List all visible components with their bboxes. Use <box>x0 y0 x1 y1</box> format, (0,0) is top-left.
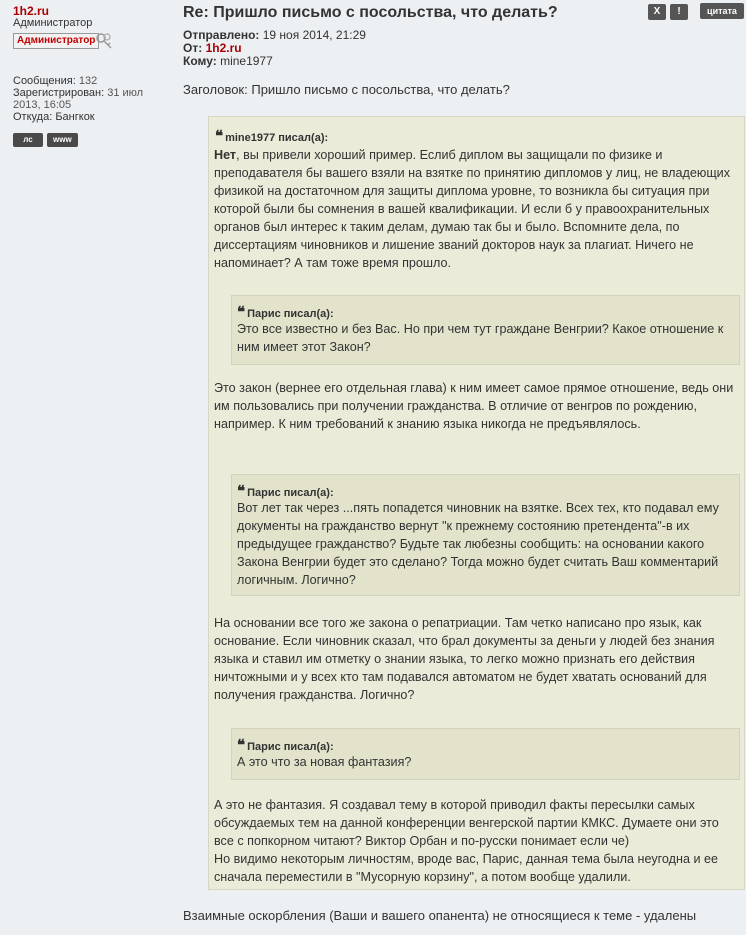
registered-date: 31 июл <box>107 87 144 99</box>
from-user-link[interactable]: 1h2.ru <box>205 41 242 55</box>
sent-date: 19 ноя 2014, 21:29 <box>262 28 366 42</box>
inner-quote-text: А это что за новая фантазия? <box>237 755 412 769</box>
outer-quote-header <box>215 127 328 145</box>
outer-quote-text <box>214 146 738 272</box>
inner-quote-author: Парис писал(а): <box>247 741 334 753</box>
post-actions <box>644 1 744 20</box>
quote-button[interactable]: цитата <box>700 3 744 19</box>
post-meta <box>183 29 366 68</box>
paragraph-3: А это не фантазия. Я создавал тему в которой приводил факты пересылки самых обсуждаемых тем на данной конференции венгерской партии КМКС. Думаете они это все с попкорном читают? Виктор Орбан и по-русски понимает если че) Но видимо некоторым личностям, вроде вас, Парис, данная тема была неугодна и ее сначала переместили в "Мусорную корзину", а потом вообще удалили. <box>214 798 719 884</box>
from-label: От: <box>183 41 203 55</box>
post-author-sidebar <box>0 0 172 935</box>
outer-quote-body: , вы привели хороший пример. Еслиб диплом вы защищали по физике и преподавателя бы вашего взяли на взятке по принятию дипломов у лиц, не владеющих физикой на достаточном для защиты диплома уровне, то возникла бы ситуация при которой были бы сомнения в вашей квалификации. И если б у правоохранительных органов был интерес к таким делам, думаю так бы и было. Вспомните дела, по диссертациям чиновников и лишение званий докторов наук за плагиат. Ничего не напоминает? А там тоже время прошло. <box>214 148 731 270</box>
quote-mark-icon: ❝ <box>237 303 244 321</box>
paragraph-1: Это закон (вернее его отдельная глава) к ним имеет самое прямое отношение, ведь они им пользовались при получении гражданства. В отличие от венгров по рождению, например. К ним требований к знанию языка никогда не предъявлялось. <box>214 381 734 431</box>
inner-quote-author: Парис писал(а): <box>247 487 334 499</box>
delete-button[interactable]: X <box>648 4 666 20</box>
message-subject: Заголовок: Пришло письмо с посольства, что делать? <box>183 82 510 97</box>
inner-quote-text: Это все известно и без Вас. Но при чем тут граждане Венгрии? Какое отношение к ним имеет этот Закон? <box>237 322 724 354</box>
website-button[interactable]: www <box>47 133 78 147</box>
author-stats <box>13 75 172 123</box>
post-title: Re: Пришло письмо с посольства, что делать? <box>183 4 558 21</box>
inner-quote-1 <box>231 295 740 365</box>
location-label: Откуда: <box>13 111 53 123</box>
quote-mark-icon: ❝ <box>237 482 244 500</box>
location-value: Бангкок <box>55 111 95 123</box>
registered-time: 2013, 16:05 <box>13 99 72 111</box>
admin-badge <box>13 32 113 50</box>
private-message-button[interactable]: лс <box>13 133 43 147</box>
to-user: mine1977 <box>220 54 273 68</box>
registered-label: Зарегистрирован: <box>13 87 105 99</box>
author-username[interactable]: 1h2.ru <box>13 4 50 18</box>
outer-quote-bold: Нет <box>214 148 237 162</box>
inner-quote-3 <box>231 728 740 780</box>
paragraph-2: На основании все того же закона о репатриации. Там четко написано про язык, как основание. Если чиновник сказал, что брал документы за деньги у людей без знания языка и ставил им отметку о знании языка, то легко можно признать его действия ничтожными и у всех кто там подавался автоматом не будет хватать оснований для получения гражданства. Логично? <box>214 616 715 702</box>
quote-mark-icon: ❝ <box>215 127 222 145</box>
outer-quote-block <box>208 116 745 890</box>
outer-quote-author: mine1977 писал(а): <box>225 132 329 144</box>
admin-badge-label: Администратор <box>13 33 99 49</box>
moderator-note: Взаимные оскорбления (Ваши и вашего опанента) не относящиеся к теме - удалены <box>183 908 697 923</box>
report-button[interactable]: ! <box>670 4 688 20</box>
inner-quote-header <box>237 482 334 500</box>
author-rank: Администратор <box>13 17 93 29</box>
keys-icon <box>95 32 113 50</box>
inner-quote-text: Вот лет так через ...пять попадется чиновник на взятке. Всех тех, кто подавал ему документы на гражданство вернут "к прежнему состоянию претендента"-в их предыдущее гражданство? Будьте так любезны сообщить: на основании какого Закона Венгрии будет это сделано? Тогда можно будет считать Ваш комментарий логичным. Логично? <box>237 501 719 587</box>
inner-quote-header <box>237 303 334 321</box>
post-body <box>172 0 746 935</box>
quote-mark-icon: ❝ <box>237 736 244 754</box>
inner-quote-2 <box>231 474 740 596</box>
messages-label: Сообщения: <box>13 75 76 87</box>
sent-label: Отправлено: <box>183 28 260 42</box>
inner-quote-author: Парис писал(а): <box>247 308 334 320</box>
to-label: Кому: <box>183 54 217 68</box>
inner-quote-header <box>237 736 334 754</box>
messages-count: 132 <box>78 75 98 87</box>
